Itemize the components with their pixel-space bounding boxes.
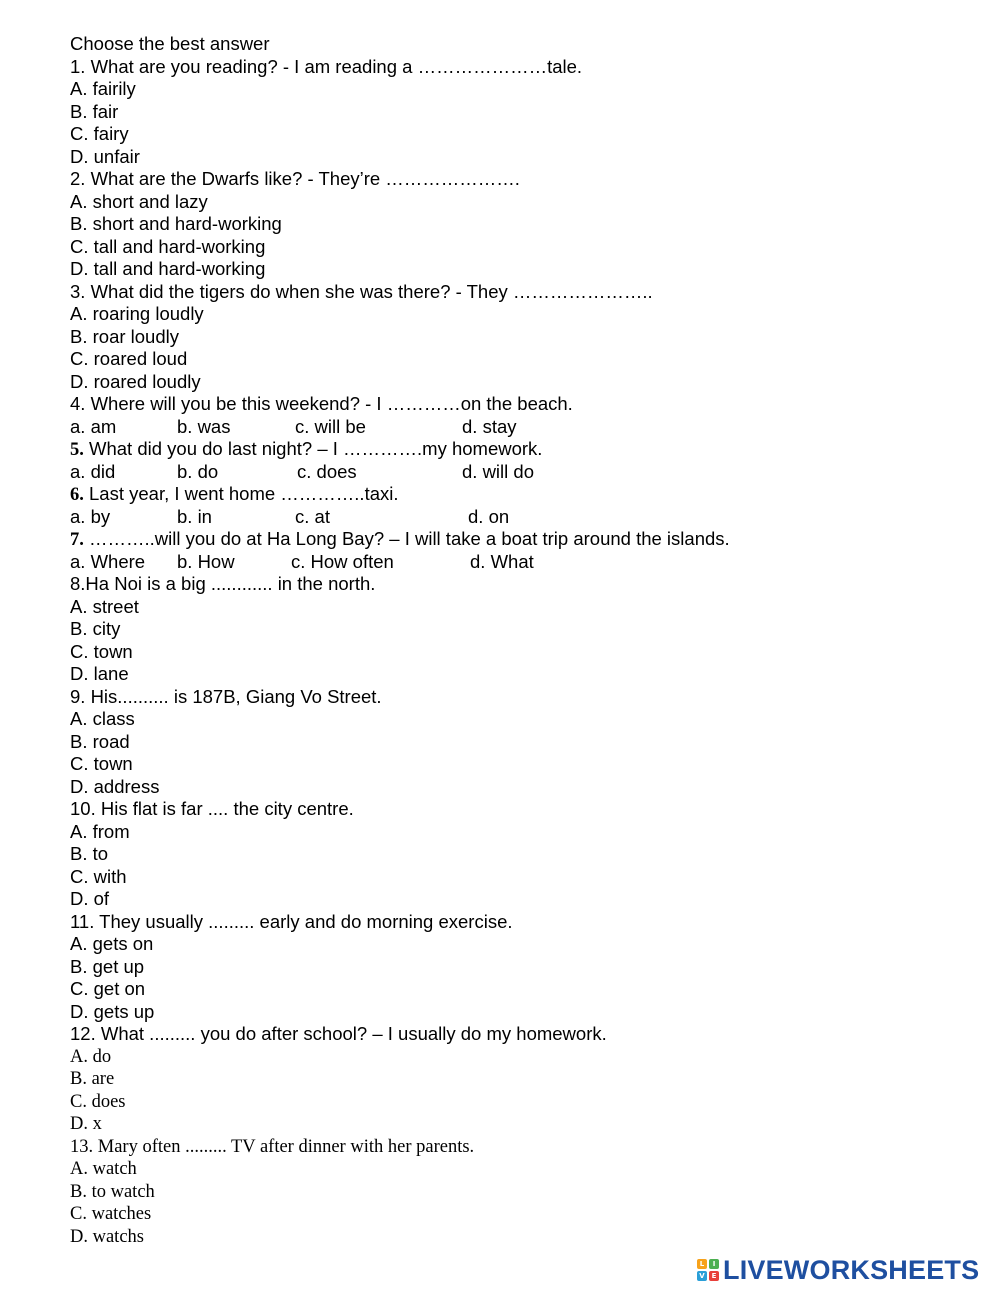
answer-option[interactable]: B. city bbox=[70, 618, 121, 639]
answer-option[interactable]: A. from bbox=[70, 820, 130, 842]
answer-option[interactable]: a. did bbox=[70, 460, 116, 482]
question-number: 5. bbox=[70, 440, 84, 460]
answer-option[interactable]: b. was bbox=[177, 415, 231, 437]
logo-tile: L bbox=[697, 1259, 707, 1269]
answer-option[interactable]: D. tall and hard-working bbox=[70, 258, 266, 279]
answer-option[interactable]: A. roaring loudly bbox=[70, 303, 204, 324]
question-12: 12. What ......... you do after school? – I usually do my homework. bbox=[70, 1023, 607, 1044]
answer-option[interactable]: c. How often bbox=[291, 550, 394, 572]
question-2: 2. What are the Dwarfs like? - They’re …………………. bbox=[70, 168, 520, 189]
answer-option[interactable]: A. short and lazy bbox=[70, 190, 208, 212]
answer-option[interactable]: C. town bbox=[70, 753, 133, 774]
liveworksheets-wordmark: LIVEWORKSHEETS bbox=[723, 1254, 980, 1285]
answer-option[interactable]: B. to bbox=[70, 843, 109, 864]
question-3: 3. What did the tigers do when she was there? - They ………………….. bbox=[70, 280, 653, 302]
answer-option[interactable]: B. to watch bbox=[70, 1181, 155, 1202]
answer-option[interactable]: D. x bbox=[70, 1114, 102, 1134]
answer-option[interactable]: C. get on bbox=[70, 978, 146, 999]
answer-option[interactable]: D. unfair bbox=[70, 145, 140, 167]
answer-option[interactable]: B. fair bbox=[70, 100, 119, 122]
answer-option[interactable]: D. watchs bbox=[70, 1226, 144, 1247]
question-1: 1. What are you reading? - I am reading a …………………tale. bbox=[70, 55, 583, 77]
answer-option[interactable]: B. road bbox=[70, 730, 130, 752]
answer-option[interactable]: d. What bbox=[470, 550, 534, 572]
liveworksheets-logo bbox=[697, 1253, 979, 1287]
answer-option[interactable]: b. in bbox=[177, 505, 212, 527]
question-text: What did you do last night? – I ………….my homework. bbox=[83, 438, 543, 459]
answer-option[interactable]: b. do bbox=[177, 460, 219, 482]
options-row-4 bbox=[70, 416, 970, 439]
answer-option[interactable]: A. gets on bbox=[70, 933, 154, 954]
answer-option[interactable]: c. does bbox=[297, 460, 357, 482]
answer-option[interactable]: C. fairy bbox=[70, 123, 129, 144]
answer-option[interactable]: C. town bbox=[70, 640, 133, 662]
answer-option[interactable]: B. short and hard-working bbox=[70, 213, 282, 234]
answer-option[interactable]: a. by bbox=[70, 505, 111, 527]
answer-option[interactable]: D. lane bbox=[70, 663, 129, 684]
answer-option[interactable]: D. gets up bbox=[70, 1000, 155, 1022]
answer-option[interactable]: c. will be bbox=[295, 415, 366, 437]
question-13: 13. Mary often ......... TV after dinner with her parents. bbox=[70, 1136, 475, 1157]
question-6 bbox=[70, 483, 970, 506]
question-number: 6. bbox=[70, 485, 84, 505]
answer-option[interactable]: c. at bbox=[295, 505, 330, 527]
answer-option[interactable]: A. street bbox=[70, 595, 139, 617]
answer-option[interactable]: b. How bbox=[177, 550, 235, 572]
answer-option[interactable]: C. does bbox=[70, 1091, 126, 1112]
question-10: 10. His flat is far .... the city centre. bbox=[70, 798, 354, 819]
answer-option[interactable]: B. get up bbox=[70, 955, 145, 977]
question-7 bbox=[70, 528, 970, 551]
question-4: 4. Where will you be this weekend? - I …………on the beach. bbox=[70, 393, 573, 414]
answer-option[interactable]: C. roared loud bbox=[70, 348, 188, 369]
worksheet bbox=[70, 33, 970, 1248]
answer-option[interactable]: C. tall and hard-working bbox=[70, 235, 266, 257]
answer-option[interactable]: B. roar loudly bbox=[70, 325, 179, 347]
answer-option[interactable]: A. do bbox=[70, 1046, 112, 1067]
answer-option[interactable]: a. Where bbox=[70, 550, 146, 572]
answer-option[interactable]: a. am bbox=[70, 415, 117, 437]
question-text: Last year, I went home …………..taxi. bbox=[83, 483, 399, 504]
answer-option[interactable]: D. address bbox=[70, 775, 160, 797]
question-text: ………..will you do at Ha Long Bay? – I will take a boat trip around the islands. bbox=[83, 528, 730, 549]
answer-option[interactable]: d. stay bbox=[462, 415, 517, 437]
logo-tile: V bbox=[697, 1271, 707, 1281]
logo-tile: I bbox=[709, 1259, 719, 1269]
question-8: 8.Ha Noi is a big ............ in the north. bbox=[70, 573, 376, 594]
worksheet-heading: Choose the best answer bbox=[70, 33, 270, 54]
question-number: 7. bbox=[70, 530, 84, 550]
answer-option[interactable]: d. will do bbox=[462, 460, 534, 482]
answer-option[interactable]: A. fairily bbox=[70, 78, 136, 99]
answer-option[interactable]: A. watch bbox=[70, 1159, 137, 1179]
answer-option[interactable]: C. watches bbox=[70, 1204, 152, 1224]
liveworksheets-mark-icon bbox=[697, 1259, 719, 1281]
answer-option[interactable]: A. class bbox=[70, 708, 135, 729]
answer-option[interactable]: B. are bbox=[70, 1069, 115, 1089]
question-11: 11. They usually ......... early and do morning exercise. bbox=[70, 910, 513, 932]
options-row-5 bbox=[70, 461, 970, 484]
answer-option[interactable]: d. on bbox=[468, 505, 510, 527]
logo-tile: E bbox=[709, 1271, 719, 1281]
answer-option[interactable]: D. of bbox=[70, 888, 110, 909]
answer-option[interactable]: D. roared loudly bbox=[70, 370, 201, 392]
question-9: 9. His.......... is 187B, Giang Vo Street. bbox=[70, 685, 382, 707]
answer-option[interactable]: C. with bbox=[70, 865, 127, 887]
question-5 bbox=[70, 438, 970, 461]
options-row-6 bbox=[70, 506, 970, 529]
options-row-7 bbox=[70, 551, 970, 574]
